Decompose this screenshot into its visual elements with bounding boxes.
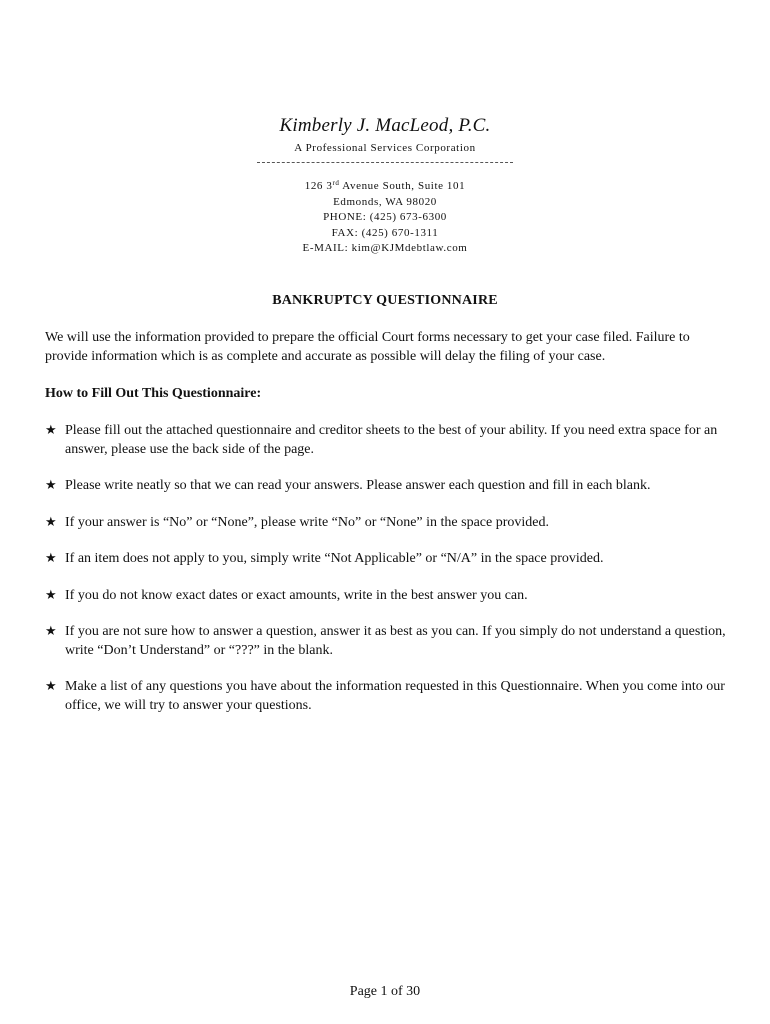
instruction-text: Please fill out the attached questionnaire and creditor sheets to the best of your ability. If you need extra space for an answer, please use the back side of the page. [65, 423, 718, 457]
street-address [0, 179, 770, 195]
street-ordinal: rd [332, 179, 340, 187]
instruction-text: If an item does not apply to you, simply write “Not Applicable” or “N/A” in the space provided. [65, 551, 604, 566]
instruction-list [45, 422, 735, 733]
list-item [45, 678, 735, 715]
email-address: E-MAIL: kim@KJMdebtlaw.com [302, 242, 468, 254]
street-name: Avenue South, Suite 101 [339, 180, 466, 192]
letterhead-divider [257, 162, 513, 163]
instruction-text: If you are not sure how to answer a question, answer it as best as you can. If you simply do not understand a question, write “Don’t Understand” or “???” in the blank. [65, 624, 726, 658]
address-block [0, 179, 770, 257]
instruction-text: If your answer is “No” or “None”, please write “No” or “None” in the space provided. [65, 514, 549, 530]
black-star-icon: ★ [45, 587, 57, 603]
phone-number: PHONE: (425) 673-6300 [323, 211, 447, 223]
document-title: BANKRUPTCY QUESTIONNAIRE [272, 293, 498, 308]
list-item [45, 587, 735, 606]
list-item [45, 422, 735, 459]
black-star-icon: ★ [45, 423, 57, 438]
list-item [45, 514, 735, 533]
intro-paragraph: We will use the information provided to prepare the official Court forms necessary to get your case filed. Failure to provide information which is as complete and accurate as possible will delay the filing of your case. [45, 330, 690, 364]
page-number: Page 1 of 30 [349, 984, 421, 999]
list-item [45, 477, 735, 496]
black-star-icon: ★ [45, 478, 57, 493]
black-star-icon: ★ [45, 514, 57, 530]
black-star-icon: ★ [45, 624, 57, 639]
city-state-zip: Edmonds, WA 98020 [333, 195, 437, 208]
instruction-text: Make a list of any questions you have about the information requested in this Questionnaire. When you come into our office, we will try to answer your questions. [65, 679, 725, 713]
black-star-icon: ★ [45, 551, 57, 566]
instruction-text: Please write neatly so that we can read your answers. Please answer each question and fill in each blank. [65, 478, 651, 493]
black-star-icon: ★ [45, 679, 57, 694]
firm-subtitle: A Professional Services Corporation [294, 142, 476, 154]
letterhead [0, 114, 770, 257]
list-item [45, 623, 735, 660]
howto-heading: How to Fill Out This Questionnaire: [45, 386, 262, 401]
firm-name: Kimberly J. MacLeod, P.C. [279, 115, 491, 136]
list-item [45, 550, 735, 569]
fax-number: FAX: (425) 670-1311 [331, 226, 439, 239]
street-number: 126 3 [304, 180, 333, 192]
instruction-text: If you do not know exact dates or exact amounts, write in the best answer you can. [65, 587, 528, 603]
